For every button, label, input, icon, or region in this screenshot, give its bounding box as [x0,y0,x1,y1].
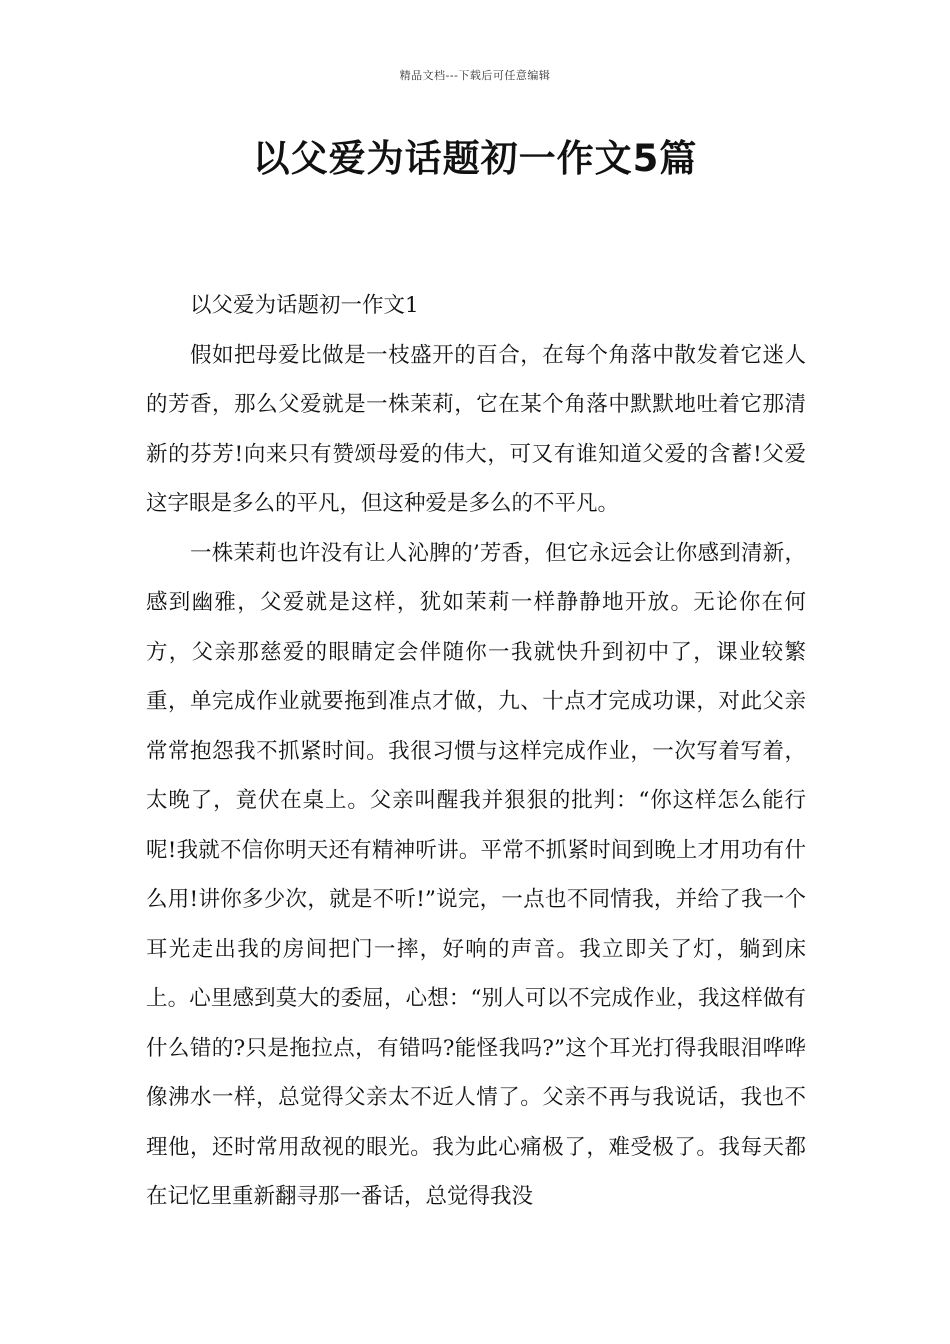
paragraph: 假如把母爱比做是一枝盛开的百合，在每个角落中散发着它迷人的芳香，那么父爱就是一株茉莉，它在某个角落中默默地吐着它那清新的芬芳!向来只有赞颂母爱的伟大，可又有谁知道父爱的含蓄!父爱这字眼是多么的平凡，但这种爱是多么的不平凡。 [146,342,806,516]
paragraph: 一株茉莉也许没有让人沁脾的’芳香，但它永远会让你感到清新，感到幽雅，父爱就是这样，犹如茉莉一样静静地开放。无论你在何方，父亲那慈爱的眼睛定会伴随你一我就快升到初中了，课业较繁重，单完成作业就要拖到准点才做，九、十点才完成功课，对此父亲常常抱怨我不抓紧时间。我很习惯与这样完成作业，一次写着写着，太晚了，竟伏在桌上。父亲叫醒我并狠狠的批判：“你这样怎么能行呢!我就不信你明天还有精神听讲。平常不抓紧时间到晚上才用功有什么用!讲你多少次，就是不听!”说完，一点也不同情我，并给了我一个耳光走出我的房间把门一摔，好响的声音。我立即关了灯，躺到床上。心里感到莫大的委屈，心想：“别人可以不完成作业，我这样做有什么错的?只是拖拉点，有错吗?能怪我吗?”这个耳光打得我眼泪哗哗像沸水一样，总觉得父亲太不近人情了。父亲不再与我说话，我也不理他，还时常用敌视的眼光。我为此心痛极了，难受极了。我每天都在记忆里重新翻寻那一番话，总觉得我没 [146,540,806,1209]
document-title: 以父爱为话题初一作文5篇 [252,137,698,180]
section-heading: 以父爱为话题初一作文1 [190,293,419,318]
header-note: 精品文档---下载后可任意编辑 [399,69,551,82]
document-body [146,281,806,1222]
